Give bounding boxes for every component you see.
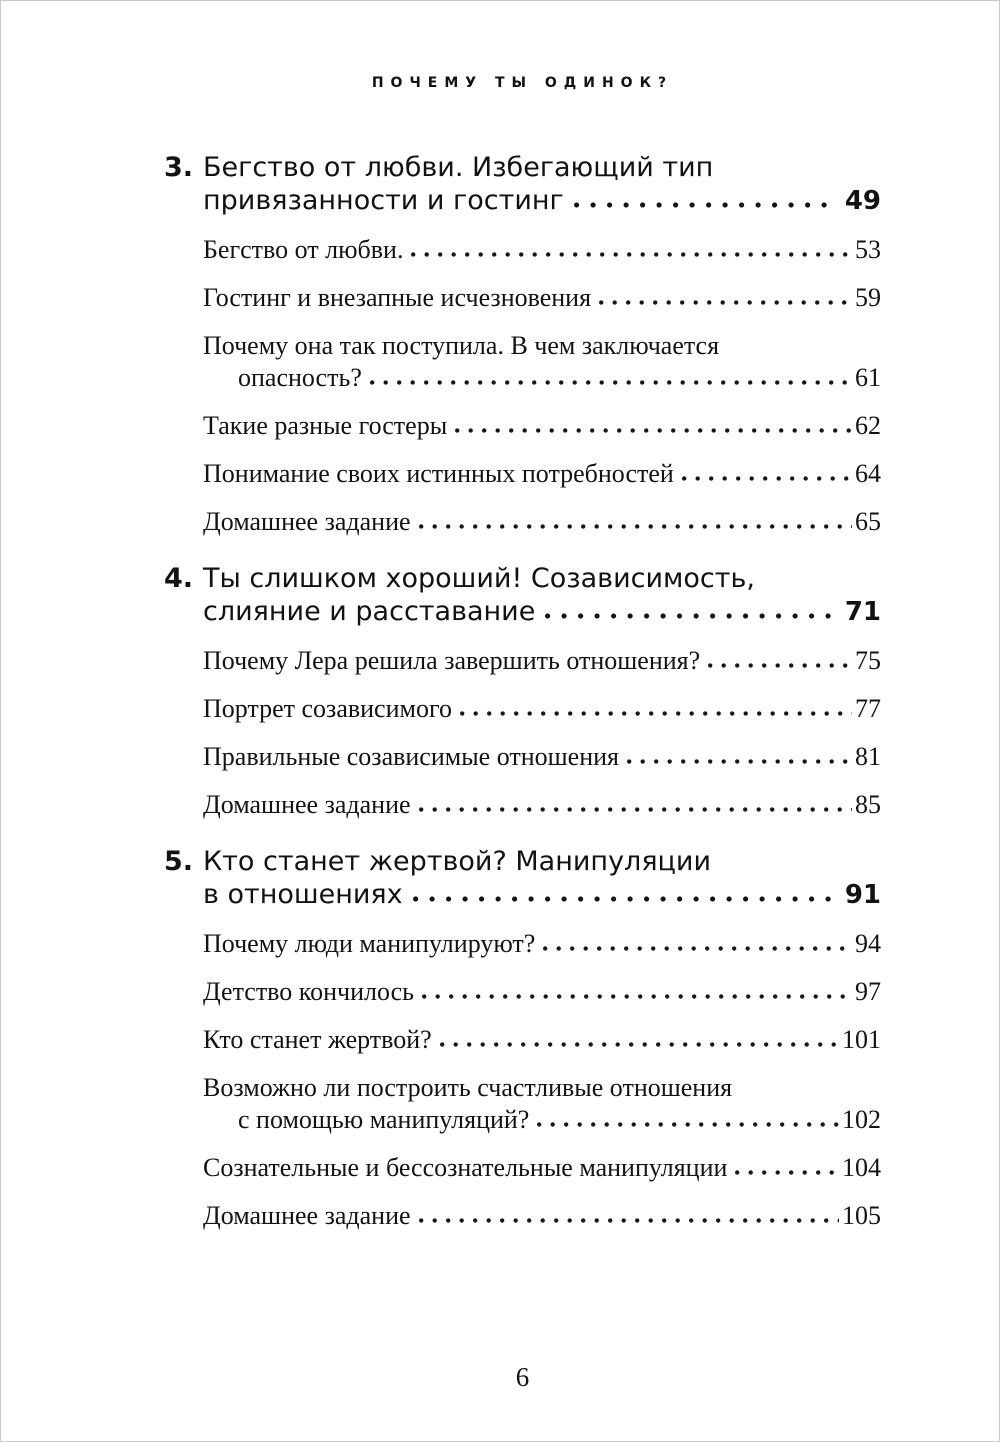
dot-leader xyxy=(599,299,852,306)
entry-title: Сознательные и бессознательные манипуляции xyxy=(203,1153,728,1182)
entry-page-number: 75 xyxy=(855,646,881,675)
toc-entry xyxy=(203,458,881,490)
folio-page-number: 6 xyxy=(515,1362,530,1392)
entry-page-number: 65 xyxy=(855,507,881,536)
dot-leader xyxy=(370,379,852,386)
dot-leader xyxy=(708,662,852,669)
dot-leader xyxy=(460,710,852,717)
toc-entry xyxy=(203,1200,881,1232)
toc-entry xyxy=(203,1152,881,1184)
dot-leader xyxy=(682,475,852,482)
toc-entry xyxy=(203,506,881,538)
entry-page-number: 105 xyxy=(842,1201,881,1230)
chapter-title xyxy=(203,151,881,218)
entry-page-number: 104 xyxy=(842,1153,881,1182)
chapter-title-line1: Ты слишком хороший! Созависимость, xyxy=(203,563,755,594)
entry-title: Домашнее задание xyxy=(203,1201,411,1230)
entry-page-number: 97 xyxy=(855,977,881,1006)
dot-leader xyxy=(419,1217,839,1224)
chapter-title-line2-row xyxy=(203,595,881,629)
entry-page-number: 81 xyxy=(855,742,881,771)
entry-page-number: 85 xyxy=(855,790,881,819)
entry-page-number: 77 xyxy=(855,694,881,723)
chapter-number: 4. xyxy=(164,563,194,594)
chapter-title-line2-row xyxy=(203,878,881,912)
chapter-title-line2: в отношениях xyxy=(203,879,403,910)
entry-title: Почему люди манипулируют? xyxy=(203,929,536,958)
chapter-title-line1: Бегство от любви. Избегающий тип xyxy=(203,152,714,183)
entry-title: Понимание своих истинных потребностей xyxy=(203,459,674,488)
entry-page-number: 59 xyxy=(855,283,881,312)
chapter-page-number: 71 xyxy=(844,597,881,627)
chapter-title-line2: привязанности и гостинг xyxy=(203,185,564,216)
dot-leader xyxy=(419,523,852,530)
dot-leader xyxy=(735,1169,839,1176)
dot-leader xyxy=(543,945,852,952)
chapter-page-number: 91 xyxy=(844,880,881,910)
entry-page-number: 64 xyxy=(855,459,881,488)
toc-entry xyxy=(203,282,881,314)
toc-entry xyxy=(203,645,881,677)
entry-title: Такие разные гостеры xyxy=(203,411,448,440)
entry-page-number: 102 xyxy=(842,1105,881,1134)
entry-title-line1: Почему она так поступила. В чем заключается xyxy=(203,331,720,360)
entry-page-number: 62 xyxy=(855,411,881,440)
entry-title: Кто станет жертвой? xyxy=(203,1025,432,1054)
toc-chapter xyxy=(164,562,881,629)
toc-chapter xyxy=(164,845,881,912)
chapter-title xyxy=(203,845,881,912)
chapter-title-line2-row xyxy=(203,184,881,218)
dot-leader xyxy=(413,895,837,903)
toc-entry xyxy=(203,693,881,725)
dot-leader xyxy=(574,201,837,209)
entry-title: Портрет созависимого xyxy=(203,694,452,723)
chapter-page-number: 49 xyxy=(844,186,881,216)
chapter-title-line2: слияние и расставание xyxy=(203,596,536,627)
table-of-contents xyxy=(1,151,999,1232)
dot-leader xyxy=(419,806,852,813)
entry-title-line2: опасность? xyxy=(238,363,362,392)
entry-page-number: 53 xyxy=(855,235,881,264)
running-header: ПОЧЕМУ ТЫ ОДИНОК? xyxy=(371,75,674,91)
chapter-number: 3. xyxy=(164,152,194,183)
entry-page-number: 101 xyxy=(842,1025,881,1054)
entry-title: Правильные созависимые отношения xyxy=(203,742,619,771)
entry-page-number: 94 xyxy=(855,929,881,958)
toc-entry xyxy=(203,234,881,266)
dot-leader xyxy=(627,758,852,765)
chapter-title-line1: Кто станет жертвой? Манипуляции xyxy=(203,846,712,877)
toc-entry xyxy=(203,976,881,1008)
entry-title: Почему Лера решила завершить отношения? xyxy=(203,646,701,675)
dot-leader xyxy=(411,251,852,258)
dot-leader xyxy=(537,1121,839,1128)
toc-entry xyxy=(203,789,881,821)
entry-title-line2: с помощью манипуляций? xyxy=(238,1105,530,1134)
toc-entry xyxy=(203,1024,881,1056)
entry-page-number: 61 xyxy=(855,363,881,392)
toc-entry xyxy=(203,1072,881,1136)
chapter-title xyxy=(203,562,881,629)
toc-entry xyxy=(203,330,881,394)
entry-title: Бегство от любви. xyxy=(203,235,404,264)
entry-title-line1: Возможно ли построить счастливые отношения xyxy=(203,1073,733,1102)
dot-leader xyxy=(422,993,852,1000)
toc-chapter xyxy=(164,151,881,218)
toc-entry xyxy=(203,410,881,442)
dot-leader xyxy=(455,427,852,434)
toc-entry xyxy=(203,928,881,960)
chapter-number: 5. xyxy=(164,846,194,877)
entry-title: Детство кончилось xyxy=(203,977,415,1006)
toc-entry xyxy=(203,741,881,773)
dot-leader xyxy=(545,612,836,620)
dot-leader xyxy=(440,1041,839,1048)
entry-title: Домашнее задание xyxy=(203,790,411,819)
entry-title: Гостинг и внезапные исчезновения xyxy=(203,283,592,312)
entry-title: Домашнее задание xyxy=(203,507,411,536)
